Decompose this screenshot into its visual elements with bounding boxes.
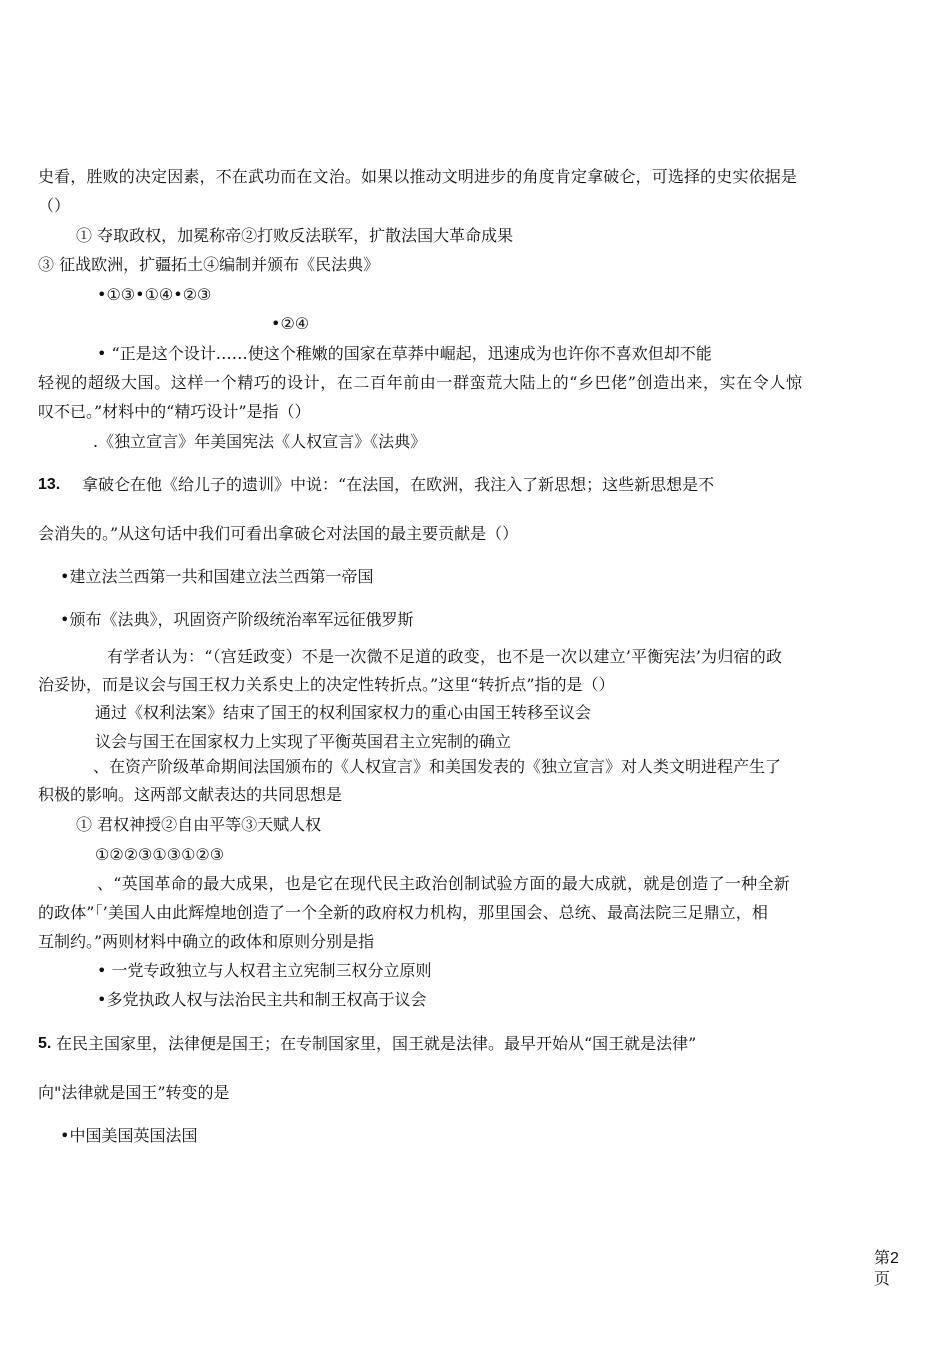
text-line: 治妥协，而是议会与国王权力关系史上的决定性转折点。”这里“转折点”指的是（） <box>38 675 615 694</box>
text-line: 、在资产阶级革命期间法国颁布的《人权宣言》和美国发表的《独立宣言》对人类文明进程产生了 <box>93 757 782 776</box>
text-line: 拿破仑在他《给儿子的遗训》中说：“在法国，在欧洲，我注入了新思想；这些新思想是不 <box>82 475 715 494</box>
text-line: 轻视的超级大国。这样一个精巧的设计，在二百年前由一群蛮荒大陆上的“乡巴佬”创造出来，实在令人惊 <box>38 373 803 392</box>
answer-options: •多党执政人权与法治民主共和制王权高于议会 <box>97 990 427 1009</box>
answer-options: •颁布《法典》，巩固资产阶级统治率军远征俄罗斯 <box>60 610 414 629</box>
question-number: 5. <box>38 1035 52 1052</box>
text-line: 在民主国家里，法律便是国王；在专制国家里，国王就是法律。最早开始从“国王就是法律” <box>56 1034 697 1053</box>
text-line: 、“英国革命的最大成果，也是它在现代民主政治创制试验方面的最大成就，就是创造了一种全新 <box>97 874 791 893</box>
text-line: 积极的影响。这两部文献表达的共同思想是 <box>38 785 343 804</box>
text-line: ① 夺取政权，加冕称帝②打败反法联军，扩散法国大革命成果 <box>76 226 514 245</box>
text-line: 互制约。”两则材料中确立的政体和原则分别是指 <box>38 932 375 951</box>
answer-options: .《独立宣言》年美国宪法《人权宣言》《法典》 <box>93 432 427 451</box>
question-number: 13. <box>38 476 61 493</box>
text-line: • “正是这个设计……使这个稚嫩的国家在草莽中崛起，迅速成为也许你不喜欢但却不能 <box>97 344 712 363</box>
answer-options: ①②②③①③①②③ <box>95 845 225 864</box>
answer-options: •中国美国英国法国 <box>60 1126 198 1145</box>
answer-options: •②④ <box>271 314 310 333</box>
text-line: 会消失的。”从这句话中我们可看出拿破仑对法国的最主要贡献是（） <box>38 524 519 543</box>
page-number-line1: 第2 <box>874 1250 899 1267</box>
page-number-line2: 页 <box>874 1271 891 1288</box>
text-line: （） <box>38 196 71 215</box>
page-number <box>874 1248 904 1290</box>
answer-options: • 一党专政独立与人权君主立宪制三权分立原则 <box>97 961 432 980</box>
text-line: 史看，胜败的决定因素，不在武功而在文治。如果以推动文明进步的角度肯定拿破仑，可选择的史实依据是 <box>38 167 798 186</box>
text-line: 的政体”「’美国人由此辉煌地创造了一个全新的政府权力机构，那里国会、总统、最高法院三足鼎立，相 <box>38 903 768 922</box>
answer-options: •建立法兰西第一共和国建立法兰西第一帝国 <box>60 567 374 586</box>
text-line: ① 君权神授②自由平等③天赋人权 <box>76 815 322 834</box>
text-line: 叹不已。”材料中的“精巧设计”是指（） <box>38 402 311 421</box>
answer-options: 议会与国王在国家权力上实现了平衡英国君主立宪制的确立 <box>95 732 512 751</box>
answer-options: 通过《权利法案》结束了国王的权利国家权力的重心由国王转移至议会 <box>95 703 592 722</box>
answer-options: •①③•①④•②③ <box>97 285 212 304</box>
text-line: 有学者认为：“（宫廷政变）不是一次微不足道的政变，也不是一次以建立’平衡宪法’为归宿的政 <box>107 647 783 666</box>
text-line: 向"法律就是国王”转变的是 <box>38 1083 230 1102</box>
text-line: ③ 征战欧洲，扩疆拓土④编制并颁布《民法典》 <box>38 255 380 274</box>
